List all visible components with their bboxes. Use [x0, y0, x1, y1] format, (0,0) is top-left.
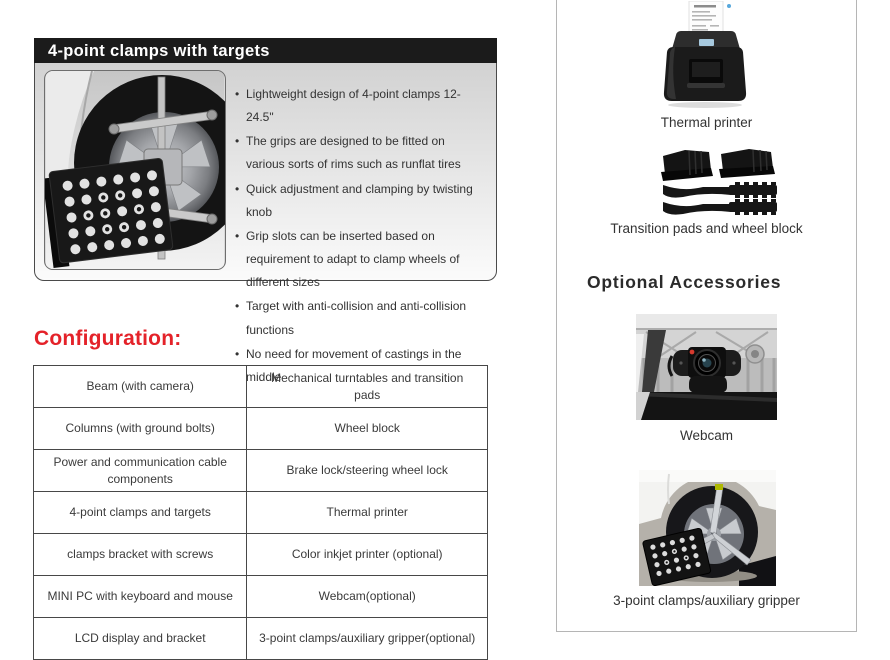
config-cell: Brake lock/steering wheel lock	[247, 450, 488, 492]
transition-pads-caption: Transition pads and wheel block	[610, 221, 803, 236]
config-cell: Power and communication cable components	[34, 450, 247, 492]
feature-bullet: • Grip slots can be inserted based on requirement to adapt to clamp wheels of different sizes	[234, 225, 486, 294]
thermal-printer-photo	[647, 1, 762, 109]
config-cell: Beam (with camera)	[34, 366, 247, 408]
configuration-table	[33, 365, 488, 660]
config-cell: Columns (with ground bolts)	[34, 408, 247, 450]
table-row	[34, 492, 488, 534]
table-row	[34, 576, 488, 618]
configuration-heading: Configuration:	[34, 327, 182, 350]
config-cell: clamps bracket with screws	[34, 534, 247, 576]
four-point-clamp-photo	[44, 70, 226, 270]
accessories-panel	[556, 0, 857, 632]
webcam-caption: Webcam	[679, 428, 734, 443]
feature-section-title: 4-point clamps with targets	[34, 38, 497, 64]
table-row	[34, 408, 488, 450]
table-row	[34, 618, 488, 660]
feature-bullet: • Quick adjustment and clamping by twisting knob	[234, 178, 486, 224]
feature-bullet: • No need for movement of castings in the middle	[234, 343, 486, 389]
config-cell: 4-point clamps and targets	[34, 492, 247, 534]
config-cell: LCD display and bracket	[34, 618, 247, 660]
config-cell: MINI PC with keyboard and mouse	[34, 576, 247, 618]
table-row	[34, 450, 488, 492]
table-row	[34, 534, 488, 576]
optional-accessories-heading: Optional Accessories	[587, 272, 782, 292]
thermal-printer-caption: Thermal printer	[660, 115, 753, 130]
feature-bullet-list	[226, 63, 496, 384]
three-point-clamp-photo	[639, 470, 776, 586]
config-cell: Webcam(optional)	[247, 576, 488, 618]
feature-bullet: • Lightweight design of 4-point clamps 12-24.5"	[234, 83, 486, 129]
transition-pads-photo	[657, 147, 785, 219]
three-point-clamp-caption: 3-point clamps/auxiliary gripper	[613, 593, 800, 608]
four-point-clamp-photo-svg	[45, 71, 225, 269]
table-row	[34, 366, 488, 408]
feature-bullet: • The grips are designed to be fitted on various sorts of rims such as runflat tires	[234, 130, 486, 176]
config-cell: Thermal printer	[247, 492, 488, 534]
config-cell: Color inkjet printer (optional)	[247, 534, 488, 576]
config-cell: Mechanical turntables and transition pads	[247, 366, 488, 408]
config-cell: 3-point clamps/auxiliary gripper(optional)	[247, 618, 488, 660]
webcam-photo	[636, 314, 777, 420]
feature-bullet: • Target with anti-collision and anti-collision functions	[234, 295, 486, 341]
config-cell: Wheel block	[247, 408, 488, 450]
